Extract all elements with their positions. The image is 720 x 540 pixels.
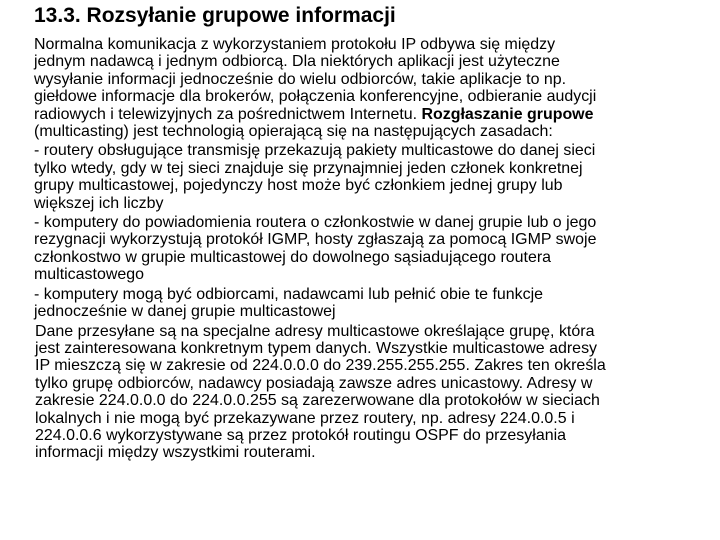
text-line: Normalna komunikacja z wykorzystaniem protokołu IP odbywa się między [34, 36, 556, 53]
slide-body [34, 36, 720, 464]
text-line: jednym nadawcą i jednym odbiorcą. Dla niektórych aplikacji jest użyteczne [34, 53, 560, 71]
bold-term: Rozgłaszanie grupowe [421, 105, 594, 123]
text-line: większej ich liczby [34, 194, 164, 212]
text-line: Dane przesyłane są na specjalne adresy multicastowe określające grupę, która [35, 322, 595, 340]
text-line: - komputery do powiadomienia routera o członkostwie w danej grupie lub o jego [34, 214, 597, 232]
addresses-paragraph [35, 323, 720, 462]
text-line: giełdowe informacje dla brokerów, połączenia konferencyjne, odbieranie audycji [34, 88, 597, 106]
text-line: lokalnych i nie mogą być przekazywane przez routery, np. adresy 224.0.0.5 i [35, 409, 575, 427]
text-line: informacji między wszystkimi routerami. [35, 444, 316, 462]
slide-title: 13.3. Rozsyłanie grupowe informacji [34, 4, 396, 27]
text-line: tylko wtedy, gdy w tej sieci znajduje się przynajmniej jeden członek konkretnej [34, 159, 583, 177]
rule-igmp [34, 214, 720, 284]
text-line: (multicasting) jest technologią opierającą się na następujących zasadach: [34, 123, 553, 141]
text-line: wysyłanie informacji jednocześnie do wielu odbiorców, takie aplikacje to np. [34, 70, 567, 88]
text-line: zakresie 224.0.0.0 do 224.0.0.255 są zarezerwowane dla protokołów w sieciach [35, 392, 600, 410]
text-line: jest zainteresowana konkretnym typem danych. Wszystkie multicastowe adresy [35, 339, 598, 357]
text-line: rezygnacji wykorzystują protokół IGMP, hosty zgłaszają za pomocą IGMP swoje [34, 231, 597, 249]
text-line: jednocześnie w danej grupie multicastowej [34, 303, 336, 321]
text-line: - routery obsługujące transmisję przekazują pakiety multicastowe do danej sieci [34, 142, 596, 160]
text-line: IP mieszczą się w zakresie od 224.0.0.0 do 239.255.255.255. Zakres ten określa [35, 357, 606, 375]
text-line: - komputery mogą być odbiorcami, nadawcami lub pełnić obie te funkcje [34, 285, 544, 303]
rule-roles [34, 286, 720, 321]
rule-routers [34, 142, 720, 212]
text-line: 224.0.0.6 wykorzystywane są przez protokół routingu OSPF do przesyłania [35, 426, 567, 444]
text-line: członkostwo w grupie multicastowej do dowolnego sąsiadującego routera [34, 248, 552, 266]
text-line: grupy multicastowej, pojedynczy host może być członkiem jednej grupy lub [34, 177, 563, 195]
text-segment: radiowych i telewizyjnych za pośrednictwem Internetu. [34, 105, 422, 123]
intro-paragraph [34, 36, 720, 140]
text-line: tylko grupę odbiorców, nadawcy posiadają zawsze adres unicastowy. Adresy w [35, 374, 593, 392]
text-line: multicastowego [34, 266, 144, 284]
text-line [34, 106, 718, 123]
